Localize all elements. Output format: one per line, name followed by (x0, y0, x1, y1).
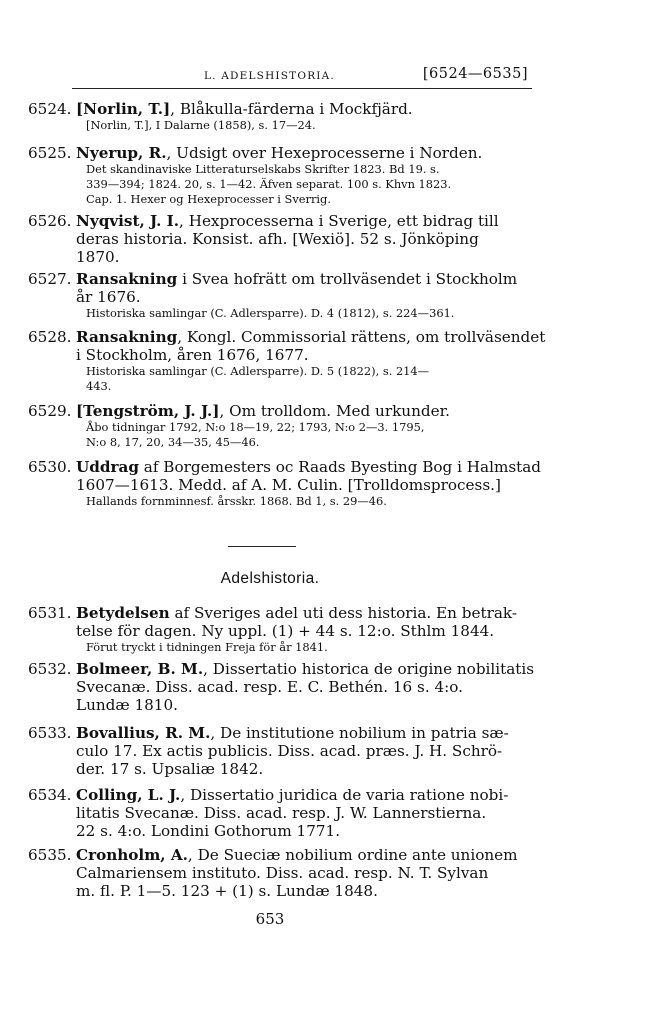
entry-note: 443. (86, 379, 112, 393)
entry-note: Åbo tidningar 1792, N:o 18—19, 22; 1793, N:o 2—3. 1795, (86, 420, 425, 434)
page-number: 653 (255, 910, 285, 928)
entry-number: 6533. (28, 724, 72, 742)
entry-line: Nyqvist, J. I., Hexprocesserna i Sverige, ett bidrag till (76, 212, 499, 230)
entry-line: 1870. (76, 248, 120, 266)
running-head (72, 66, 528, 86)
entry-number: 6525. (28, 144, 72, 162)
entry-line: Ransakning i Svea hofrätt om trollväsendet i Stockholm (76, 270, 518, 288)
entry-note: Hallands fornminnesf. årsskr. 1868. Bd 1, s. 29—46. (86, 494, 387, 508)
entry-note: Cap. 1. Hexer og Hexeprocesser i Sverrig. (86, 192, 331, 206)
entry-number: 6530. (28, 458, 72, 476)
entry-line: 22 s. 4:o. Londini Gothorum 1771. (76, 822, 341, 840)
section-title: Adelshistoria. (220, 570, 320, 587)
entry-note: Det skandinaviske Litteraturselskabs Skrifter 1823. Bd 19. s. (86, 162, 440, 176)
entry-number: 6535. (28, 846, 72, 864)
entry-line: år 1676. (76, 288, 141, 306)
entry-line: litatis Svecanæ. Diss. acad. resp. J. W. Lannerstierna. (76, 804, 487, 822)
entry-line: Calmariensem instituto. Diss. acad. resp. N. T. Sylvan (76, 864, 489, 882)
header-rule (72, 88, 532, 89)
entry-number: 6529. (28, 402, 72, 420)
entry-number: 6527. (28, 270, 72, 288)
entry-line: Cronholm, A., De Sueciæ nobilium ordine ante unionem (76, 846, 518, 864)
entry-line: telse för dagen. Ny uppl. (1) + 44 s. 12:o. Sthlm 1844. (76, 622, 495, 640)
entry-line: Uddrag af Borgemesters oc Raads Byesting Bog i Halmstad (76, 458, 542, 476)
entry-line: Nyerup, R., Udsigt over Hexeprocesserne i Norden. (76, 144, 483, 162)
entry-note: 339—394; 1824. 20, s. 1—42. Äfven separat. 100 s. Khvn 1823. (86, 177, 452, 191)
entry-note: Historiska samlingar (C. Adlersparre). D. 4 (1812), s. 224—361. (86, 306, 455, 320)
entry-note: Historiska samlingar (C. Adlersparre). D. 5 (1822), s. 214— (86, 364, 430, 378)
entry-line: der. 17 s. Upsaliæ 1842. (76, 760, 264, 778)
entry-line: Bovallius, R. M., De institutione nobilium in patria sæ- (76, 724, 509, 742)
entry-number: 6532. (28, 660, 72, 678)
entry-number: 6524. (28, 100, 72, 118)
entry-line: i Stockholm, åren 1676, 1677. (76, 346, 309, 364)
entry-line: Betydelsen af Sveriges adel uti dess historia. En betrak- (76, 604, 517, 622)
entry-line: culo 17. Ex actis publicis. Diss. acad. præs. J. H. Schrö- (76, 742, 503, 760)
entry-line: 1607—1613. Medd. af A. M. Culin. [Trolldomsprocess.] (76, 476, 501, 494)
entry-range: [6524—6535] (422, 66, 528, 82)
entry-line: Colling, L. J., Dissertatio juridica de varia ratione nobi- (76, 786, 509, 804)
entry-number: 6531. (28, 604, 72, 622)
entry-line: [Norlin, T.], Blåkulla-färderna i Mockfjärd. (76, 100, 413, 118)
entry-line: Svecanæ. Diss. acad. resp. E. C. Bethén. 16 s. 4:o. (76, 678, 463, 696)
running-title: L. ADELSHISTORIA. (204, 70, 335, 82)
entry-number: 6526. (28, 212, 72, 230)
entry-number: 6534. (28, 786, 72, 804)
entry-line: m. fl. P. 1—5. 123 + (1) s. Lundæ 1848. (76, 882, 378, 900)
entry-line: Lundæ 1810. (76, 696, 178, 714)
entry-line: Ransakning, Kongl. Commissorial rättens, om trollväsendet (76, 328, 546, 346)
entry-note: Förut tryckt i tidningen Freja för år 1841. (86, 640, 328, 654)
entry-note: [Norlin, T.], I Dalarne (1858), s. 17—24. (86, 118, 316, 132)
entry-number: 6528. (28, 328, 72, 346)
entry-line: Bolmeer, B. M., Dissertatio historica de origine nobilitatis (76, 660, 535, 678)
entry-note: N:o 8, 17, 20, 34—35, 45—46. (86, 435, 260, 449)
entry-line: [Tengström, J. J.], Om trolldom. Med urkunder. (76, 402, 450, 420)
entry-line: deras historia. Konsist. afh. [Wexiö]. 52 s. Jönköping (76, 230, 479, 248)
section-divider (228, 546, 296, 547)
